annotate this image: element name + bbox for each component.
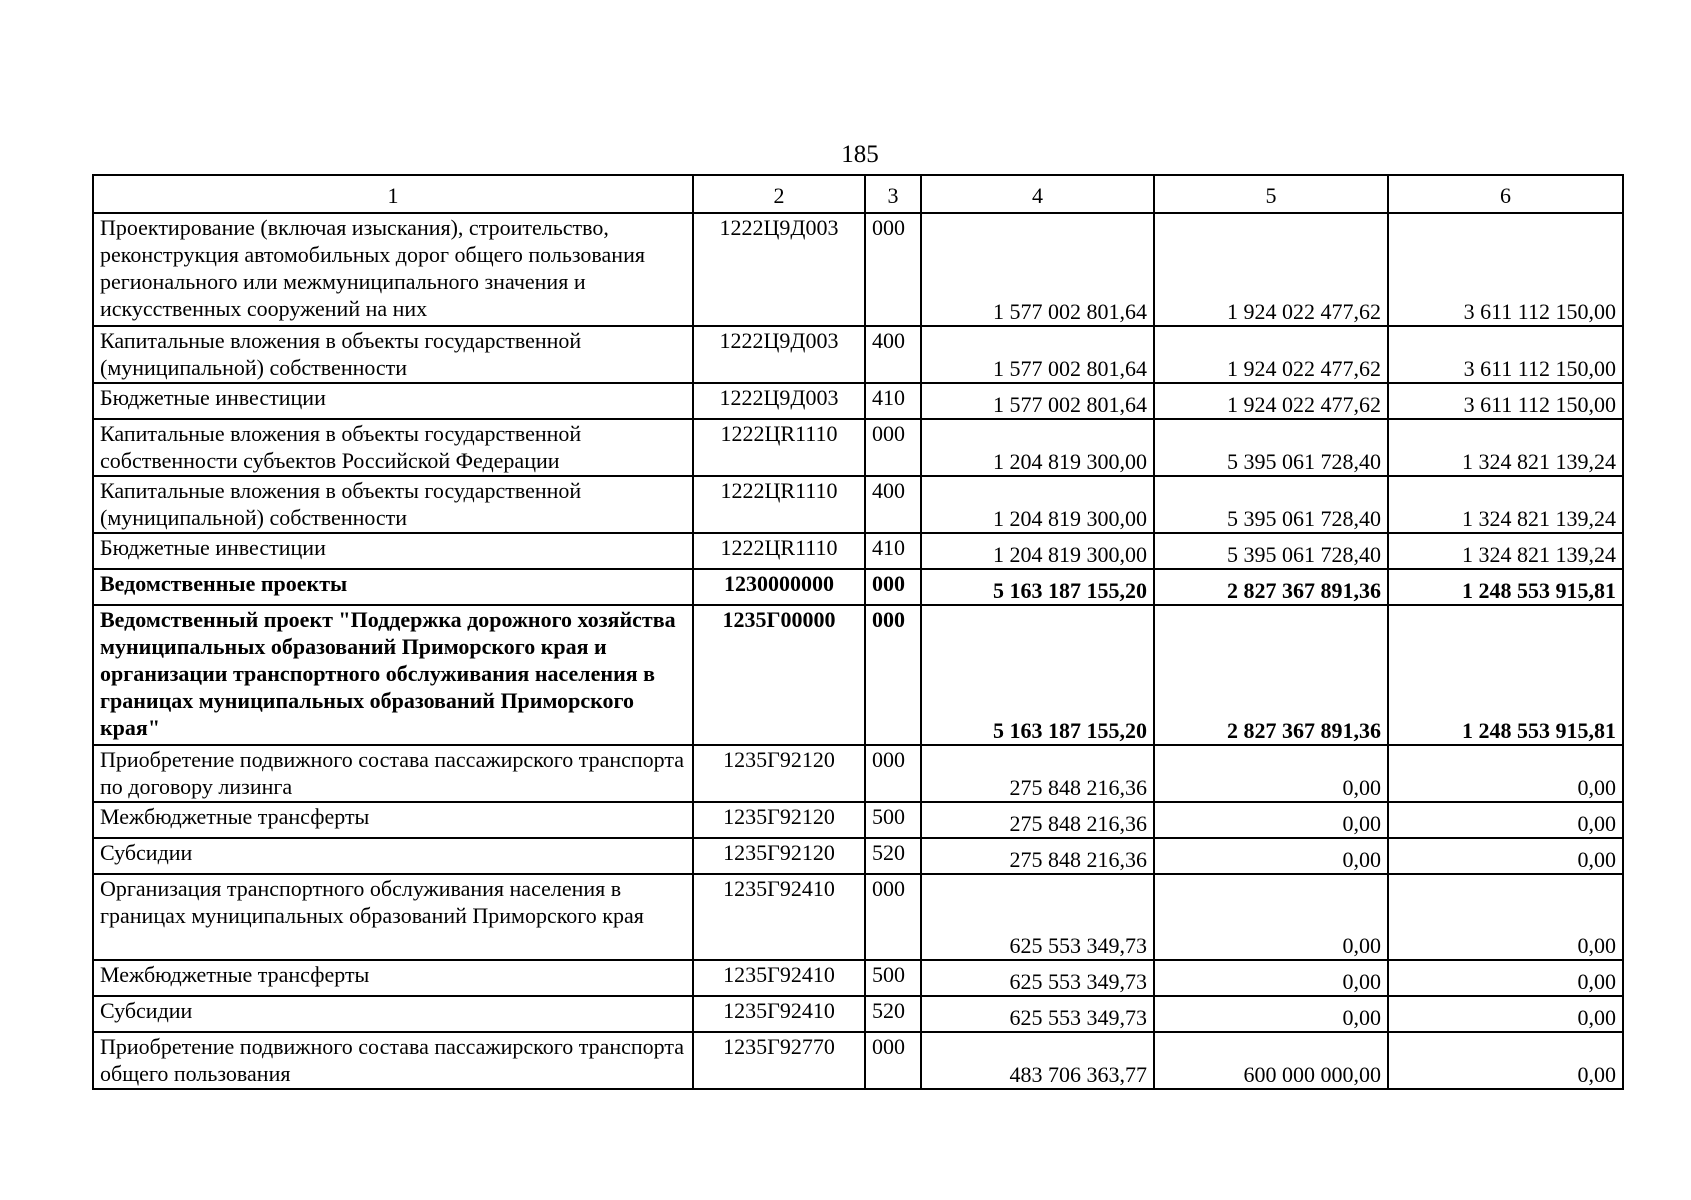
page-number: 185: [841, 141, 879, 168]
row-value-6: 0,00: [1388, 874, 1623, 960]
header-cell: 1: [93, 175, 693, 213]
row-name: Межбюджетные трансферты: [93, 960, 693, 996]
table-row: [93, 802, 1623, 838]
table-row: [93, 383, 1623, 419]
row-name: Организация транспортного обслуживания населения в границах муниципальных образований Приморского края: [93, 874, 693, 960]
row-value-5: 0,00: [1154, 838, 1388, 874]
header-row: [93, 175, 1623, 213]
row-value-4: 5 163 187 155,20: [921, 569, 1154, 605]
table-row: [93, 1032, 1623, 1089]
table-row: [93, 419, 1623, 476]
table-row: [93, 605, 1623, 745]
row-kind: 000: [865, 745, 921, 802]
table-row: [93, 326, 1623, 383]
row-value-4: 625 553 349,73: [921, 996, 1154, 1032]
row-name: Ведомственный проект "Поддержка дорожного хозяйства муниципальных образований Приморского края и организации транспортного обслуживания населения в границах муниципальных образований Приморского края": [93, 605, 693, 745]
table-row: [93, 996, 1623, 1032]
row-name: Бюджетные инвестиции: [93, 533, 693, 569]
table-row: [93, 213, 1623, 326]
row-value-5: 1 924 022 477,62: [1154, 383, 1388, 419]
row-kind: 000: [865, 874, 921, 960]
header-cell: 2: [693, 175, 865, 213]
row-code: 1222ЦR1110: [693, 533, 865, 569]
row-kind: 500: [865, 960, 921, 996]
table-row: [93, 960, 1623, 996]
row-code: 1222Ц9Д003: [693, 326, 865, 383]
table-row: [93, 569, 1623, 605]
header-cell: 6: [1388, 175, 1623, 213]
table-row: [93, 476, 1623, 533]
row-name: Приобретение подвижного состава пассажирского транспорта по договору лизинга: [93, 745, 693, 802]
row-value-4: 1 577 002 801,64: [921, 326, 1154, 383]
row-value-4: 1 577 002 801,64: [921, 213, 1154, 326]
row-value-6: 0,00: [1388, 745, 1623, 802]
row-value-5: 1 924 022 477,62: [1154, 213, 1388, 326]
row-kind: 500: [865, 802, 921, 838]
row-name: Капитальные вложения в объекты государственной собственности субъектов Российской Федерации: [93, 419, 693, 476]
row-value-5: 600 000 000,00: [1154, 1032, 1388, 1089]
row-value-6: 3 611 112 150,00: [1388, 326, 1623, 383]
row-code: 1235Г92410: [693, 996, 865, 1032]
row-value-5: 5 395 061 728,40: [1154, 419, 1388, 476]
table-row: [93, 838, 1623, 874]
row-value-4: 483 706 363,77: [921, 1032, 1154, 1089]
row-value-6: 1 324 821 139,24: [1388, 533, 1623, 569]
row-value-5: 2 827 367 891,36: [1154, 569, 1388, 605]
row-value-6: 1 248 553 915,81: [1388, 605, 1623, 745]
row-value-5: 0,00: [1154, 960, 1388, 996]
row-name: Капитальные вложения в объекты государственной (муниципальной) собственности: [93, 326, 693, 383]
row-code: 1222Ц9Д003: [693, 213, 865, 326]
row-value-5: 0,00: [1154, 874, 1388, 960]
row-value-5: 1 924 022 477,62: [1154, 326, 1388, 383]
row-value-6: 0,00: [1388, 960, 1623, 996]
row-value-4: 625 553 349,73: [921, 960, 1154, 996]
row-code: 1235Г92120: [693, 802, 865, 838]
row-value-5: 5 395 061 728,40: [1154, 476, 1388, 533]
row-kind: 410: [865, 533, 921, 569]
row-kind: 400: [865, 476, 921, 533]
row-code: 1222ЦR1110: [693, 419, 865, 476]
row-name: Субсидии: [93, 838, 693, 874]
row-value-4: 275 848 216,36: [921, 838, 1154, 874]
row-kind: 000: [865, 569, 921, 605]
row-value-6: 1 248 553 915,81: [1388, 569, 1623, 605]
row-value-5: 5 395 061 728,40: [1154, 533, 1388, 569]
row-code: 1235Г92410: [693, 874, 865, 960]
budget-table: [92, 174, 1624, 1090]
row-value-4: 275 848 216,36: [921, 802, 1154, 838]
row-value-5: 2 827 367 891,36: [1154, 605, 1388, 745]
row-name: Межбюджетные трансферты: [93, 802, 693, 838]
row-value-4: 625 553 349,73: [921, 874, 1154, 960]
row-value-5: 0,00: [1154, 996, 1388, 1032]
row-code: 1235Г92120: [693, 838, 865, 874]
header-cell: 4: [921, 175, 1154, 213]
row-name: Бюджетные инвестиции: [93, 383, 693, 419]
row-code: 1235Г00000: [693, 605, 865, 745]
row-code: 1235Г92410: [693, 960, 865, 996]
row-value-4: 5 163 187 155,20: [921, 605, 1154, 745]
row-kind: 520: [865, 996, 921, 1032]
row-value-4: 1 204 819 300,00: [921, 476, 1154, 533]
row-value-4: 1 204 819 300,00: [921, 419, 1154, 476]
row-value-4: 1 577 002 801,64: [921, 383, 1154, 419]
row-value-6: 1 324 821 139,24: [1388, 419, 1623, 476]
row-kind: 000: [865, 605, 921, 745]
table-row: [93, 745, 1623, 802]
row-value-6: 0,00: [1388, 996, 1623, 1032]
row-value-4: 1 204 819 300,00: [921, 533, 1154, 569]
row-value-6: 1 324 821 139,24: [1388, 476, 1623, 533]
table-row: [93, 874, 1623, 960]
row-value-6: 0,00: [1388, 838, 1623, 874]
row-name: Приобретение подвижного состава пассажирского транспорта общего пользования: [93, 1032, 693, 1089]
row-value-4: 275 848 216,36: [921, 745, 1154, 802]
row-code: 1230000000: [693, 569, 865, 605]
row-kind: 400: [865, 326, 921, 383]
row-value-6: 0,00: [1388, 1032, 1623, 1089]
row-kind: 520: [865, 838, 921, 874]
row-kind: 000: [865, 419, 921, 476]
table-row: [93, 533, 1623, 569]
row-value-5: 0,00: [1154, 802, 1388, 838]
row-code: 1222Ц9Д003: [693, 383, 865, 419]
row-name: Ведомственные проекты: [93, 569, 693, 605]
row-name: Капитальные вложения в объекты государственной (муниципальной) собственности: [93, 476, 693, 533]
row-value-6: 3 611 112 150,00: [1388, 213, 1623, 326]
row-value-6: 3 611 112 150,00: [1388, 383, 1623, 419]
row-kind: 000: [865, 1032, 921, 1089]
header-cell: 5: [1154, 175, 1388, 213]
header-cell: 3: [865, 175, 921, 213]
row-value-5: 0,00: [1154, 745, 1388, 802]
row-kind: 000: [865, 213, 921, 326]
row-value-6: 0,00: [1388, 802, 1623, 838]
row-code: 1235Г92770: [693, 1032, 865, 1089]
row-name: Субсидии: [93, 996, 693, 1032]
row-code: 1235Г92120: [693, 745, 865, 802]
row-code: 1222ЦR1110: [693, 476, 865, 533]
row-name: Проектирование (включая изыскания), строительство, реконструкция автомобильных дорог общего пользования регионального или межмуниципального значения и искусственных сооружений на них: [93, 213, 693, 326]
row-kind: 410: [865, 383, 921, 419]
